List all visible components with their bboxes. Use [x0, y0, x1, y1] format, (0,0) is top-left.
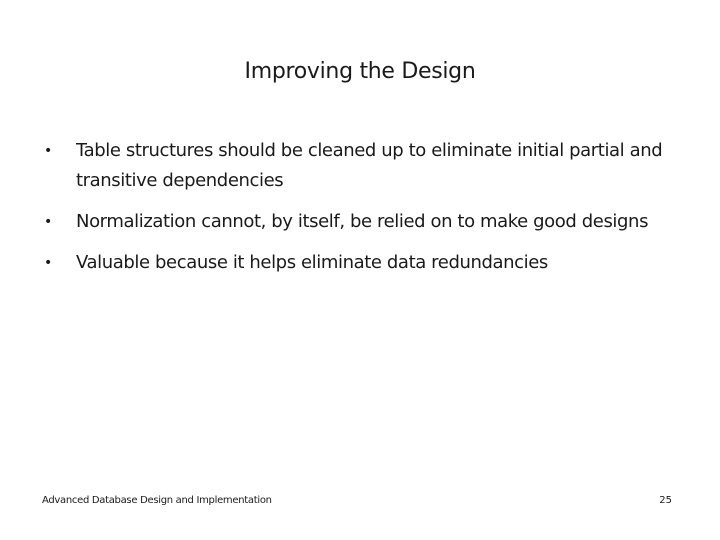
bullet-text: Normalization cannot, by itself, be relied on to make good designs [76, 211, 649, 232]
bullet-marker: • [44, 214, 52, 230]
footer-page-number: 25 [659, 495, 672, 506]
footer-course-title: Advanced Database Design and Implementation [42, 495, 272, 506]
bullet-marker: • [44, 255, 52, 271]
bullet-marker: • [44, 143, 52, 159]
bullet-item [44, 136, 684, 196]
bullet-text: Valuable because it helps eliminate data redundancies [76, 252, 548, 273]
bullet-text: Table structures should be cleaned up to eliminate initial partial and transitive dependencies [76, 140, 663, 191]
bullet-item [44, 207, 684, 237]
bullet-item [44, 248, 684, 278]
bullet-list [44, 136, 684, 289]
slide-title: Improving the Design [244, 59, 476, 84]
